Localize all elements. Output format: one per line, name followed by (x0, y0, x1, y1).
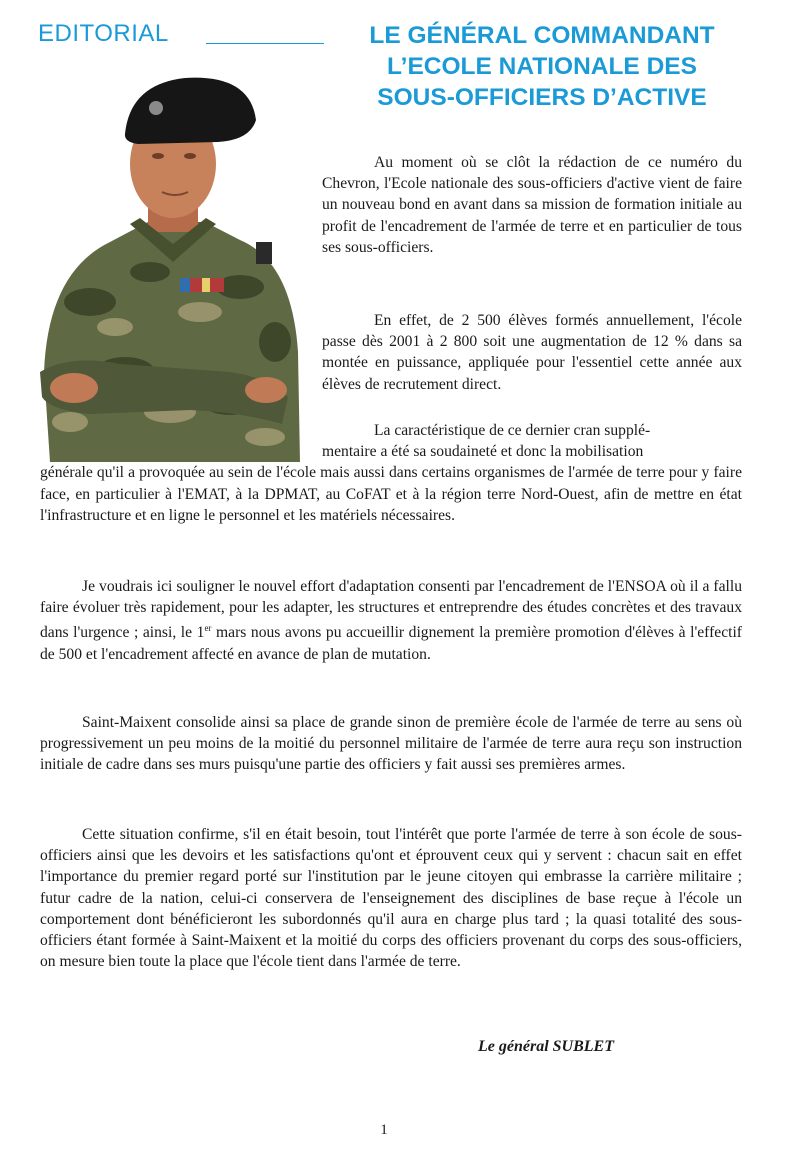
general-portrait-photo (30, 72, 300, 462)
paragraph-line: La caractéristique de ce dernier cran supplé- (374, 422, 651, 439)
headline-line: SOUS-OFFICIERS D’ACTIVE (377, 84, 707, 111)
article-paragraph-3 (40, 420, 742, 526)
paragraph-line: mentaire a été sa soudaineté et donc la mobilisation (322, 443, 644, 461)
ordinal-superscript: er (204, 623, 212, 634)
headline-line: LE GÉNÉRAL COMMANDANT (369, 22, 715, 49)
section-divider (206, 43, 324, 44)
article-paragraph-4 (40, 576, 742, 665)
headline-line: L’ECOLE NATIONALE DES (387, 53, 697, 80)
page-number: 1 (380, 1122, 388, 1138)
article-paragraph-1: Au moment où se clôt la rédaction de ce numéro du Chevron, l'Ecole nationale des sous-officiers d'active vient de faire un nouveau bond en avant dans sa mission de formation initiale au profit de l'encadrement de l'armée de terre et en particulier de tous ses sous-officiers. (322, 154, 742, 256)
article-paragraph-5: Saint-Maixent consolide ainsi sa place de grande sinon de première école de l'armée de terre au sens où progressivement un peu moins de la moitié du personnel militaire de l'armée de terre aura reçu son instruction initiale de cadre dans ses murs puisqu'une partie des officiers y fait aussi ses premières armes. (40, 714, 742, 774)
paragraph-text: Je voudrais ici souligner le nouvel effort d'adaptation consenti par l'encadrement de l'ENSOA où il a fallu faire évoluer très rapidement, pour les adapter, les structures et entreprendre des études concrètes et des travaux dans l'urgence ; ainsi, le 1 (40, 578, 742, 642)
section-label: EDITORIAL (38, 20, 169, 47)
headline (332, 20, 752, 113)
article-paragraph-6: Cette situation confirme, s'il en était besoin, tout l'intérêt que porte l'armée de terre à son école de sous-officiers ainsi que les devoirs et les satisfactions qu'ont et éprouvent ceux qui y servent : chacun sait en effet l'importance du premier regard porté sur l'institution par le jeune citoyen qui embrasse la carrière militaire ; futur cadre de la nation, celui-ci conservera de l'enseignement des disciplines de base reçue à l'école un comportement dont bénéficieront les subordonnés qu'il aura en charge plus tard ; la quasi totalité des sous-officiers étant formée à Saint-Maixent et la moitié du corps des officiers provenant du corps des sous-officiers, on mesure bien toute la place que l'école tient dans l'armée de terre. (40, 826, 742, 971)
signature: Le général SUBLET (478, 1038, 614, 1055)
paragraph-text: générale qu'il a provoquée au sein de l'école mais aussi dans certains organismes de l'armée de terre pour y faire face, en particulier à l'EMAT, à la DPMAT, au CoFAT et à la région terre Nord-Ouest, afin de mettre en état l'infrastructure et en ligne le personnel et les matériels nécessaires. (40, 464, 742, 524)
paragraph-text: mars nous avons pu accueillir dignement la première promotion d'élèves à l'effectif de 500 et l'encadrement affecté en avance de plan de mutation. (40, 624, 742, 663)
article-paragraph-2: En effet, de 2 500 élèves formés annuellement, l'école passe dès 2001 à 2 800 soit une augmentation de 12 % dans sa montée en puissance, appliquée pour l'essentiel cette année aux élèves de recrutement direct. (322, 312, 742, 393)
